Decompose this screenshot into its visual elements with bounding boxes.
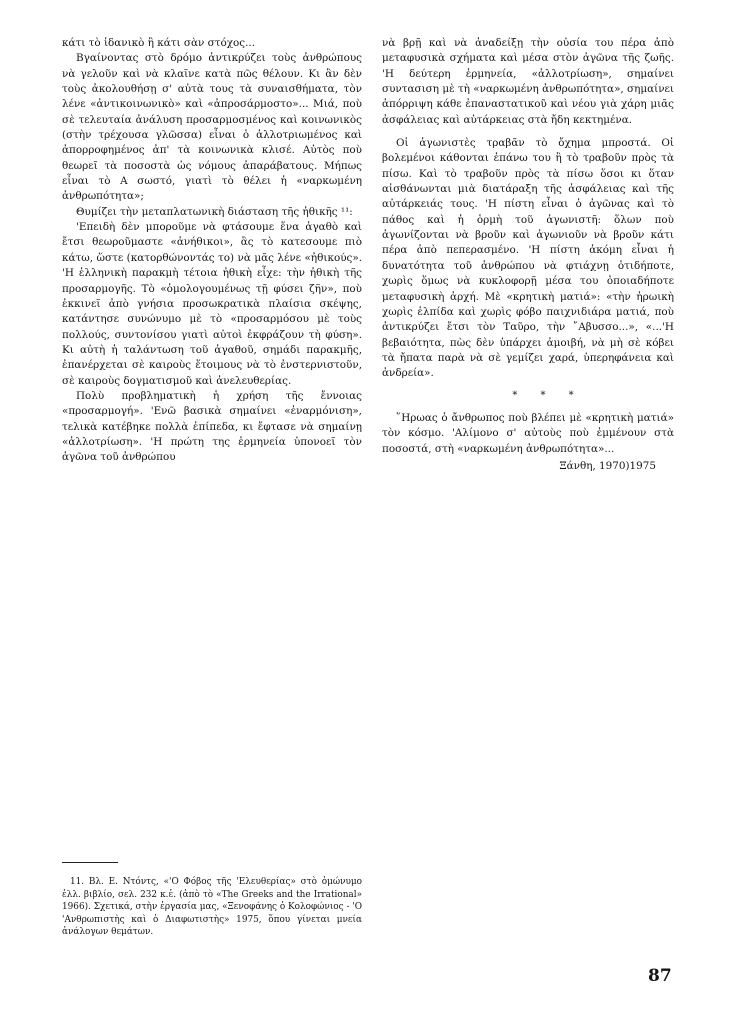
paragraph-ethics-quote: 'Επειδὴ δὲν μποροῦμε νὰ φτάσουμε ἕνα ἀγαθὸ καὶ ἔτσι θεωροῦμαστε «ἀνήθικοι», ἂς τὸ κατεσουμε πιὸ κάτω, ὥστε (κατορθώνοντάς το) νὰ μᾶς λένε «ἠθικούς». 'Η ἑλληνικὴ παρακμὴ τέτοια ἠθικὴ εἶχε: τὴν ἠθικὴ τῆς προσαρμογῆς. Τὸ «ὁμολογουμένως τῇ φύσει ζῆν», ποὺ ἐκκινεῖ ἀπὸ γνήσια προσωκρατικὰ πλαίσια σκέψης, κατάντησε συνώνυμο μὲ τὸ «προσαρμόσου μὲ τοὺς πολλούς, συντονίσου γιατὶ αὐτοὶ ἐκφράζουν τὴ φύση». Κι αὐτὴ ἡ ταλάντωση τοῦ ἀγαθοῦ, σημάδι παρακμῆς, ἐπανέρχεται σὲ καιροὺς ἕτοιμους νὰ τὸ ἐνστερνιστοῦν, σὲ καιροὺς δογματισμοῦ καὶ ἀνελευθερίας. [62, 221, 362, 387]
paragraph-ethics-intro: Θυμίζει τὴν μεταπλατωνικὴ διάσταση τῆς ἠθικῆς ¹¹: [76, 205, 353, 218]
paragraph-fighters: Οἱ ἀγωνιστὲς τραβᾶν τὸ ὄχημα μπροστά. Οἱ βολεμένοι κάθονται ἐπάνω του ἢ τὸ τραβοῦν πρὸς τὰ πίσω. Καὶ τὸ τραβοῦν πρὸς τὰ πίσω ὅσοι κι ὅταν αἰσθάνωνται μιὰ διατάραξη τῆς ἀσφάλειας καὶ τῆς αὐτάρκειάς τους. 'Η πίστη εἶναι ὁ ἀγῶνας καὶ τὸ πάθος καὶ ἡ ὁρμὴ τοῦ ἀγωνιστῆ: ὅλων ποὺ ἀγωνίζονται νὰ βροῦν καὶ ἀγωνιοῦν νὰ βροῦν κάτι πέρα ἀπὸ πεπερασμένο. 'Η πίστη ἀκόμη εἶναι ἡ δυνατότητα τοῦ ἀνθρώπου νὰ φτιάχνῃ ὁτιδήποτε, χωρὶς ὅμως νὰ κυκλοφορῇ μέσα του ὁποιαδήποτε μεταφυσικὴ ἀρχή. Μὲ «κρητικὴ ματιά»: «τὴν ἡρωικὴ χωρὶς ἐλπίδα καὶ χωρὶς φόβο παιχνιδιάρα ματιά, ποὺ ἀντικρύζει ἔτσι τὸν Ταῦρο, τὴν ῎Αβυσσο...», «...'Η βεβαιότητα, πὼς δὲν ὑπάρχει ἀμοιβή, νὰ μὴ σὲ κόβει τὰ ἤπατα παρὰ νὰ σὲ γεμίζει χαρά, ὑπερηφάνεια καὶ ἀνδρεία». [382, 137, 674, 380]
paragraph-adaptation: Πολὺ προβληματικὴ ἡ χρήση τῆς ἔννοιας «προσαρμογή». 'Ενῶ βασικὰ σημαίνει «ἐναρμόνιση», τελικὰ κατέβηκε πολλὰ ἐπίπεδα, κι ἔφτασε νὰ σημαίνῃ «ἀλλοτρίωση». 'Η πρώτη της ἑρμηνεία ὑπονοεῖ τὸν ἀγῶνα τοῦ ἀνθρώπου [62, 389, 362, 464]
paragraph-continued: νὰ βρῇ καὶ νὰ ἀναδείξῃ τὴν οὐσία του πέρα ἀπὸ μεταφυσικὰ σχήματα καὶ μέσα στὸν ἀγῶνα τῆς ζωῆς. 'Η δεύτερη ἑρμηνεία, «ἀλλοτρίωση», σημαίνει συντασιση μὲ τὴ «ναρκωμένη ἀνθρωπότητα», σημαίνει ἀπόρριψη κάθε ἐπαναστατικοῦ καὶ νέου γιὰ χάρη μιᾶς ἀσφάλειας καὶ αὐτάρκειας στὰ ἤδη κεκτημένα. [382, 37, 674, 126]
place-date-signature: Ξάνθη, 1970)1975 [559, 459, 656, 472]
left-column [62, 36, 362, 466]
paragraph-continuation: κάτι τὸ ἰδανικὸ ἢ κάτι σὰν στόχος... [62, 37, 256, 49]
paragraph-hero: ῞Ηρωας ὁ ἄνθρωπος ποὺ βλέπει μὲ «κρητικὴ ματιά» τὸν κόσμο. 'Αλίμονο σ' αὐτοὺς ποὺ ἐμμένουν στὰ ποσοστά, στὴ «ναρκωμένη ἀνθρωπότητα»... [382, 411, 674, 455]
paragraph-street: Βγαίνοντας στὸ δρόμο ἀντικρύζει τοὺς ἀνθρώπους νὰ γελοῦν καὶ νὰ κλαῖνε κατὰ πῶς θέλουν. Κι ἂν δὲν τοὺς ἀκολουθήσῃ σ' αὐτὰ τους τὰ συναισθήματα, τὸν λένε «ἀντικοινωνικὸ» καὶ «ἀπροσάρμοστο»... Μιά, ποὺ σὲ τελευταία ἀνάλυση προσαρμοσμένος καὶ κοινωνικὸς (στὴν τρέχουσα γλῶσσα) εἶναι ὁ ἀλλοτριωμένος καὶ ἀπορροφημένος ἀπ' τὰ κοινωνικὰ κλισέ. Αὐτὸς ποὺ θεωρεῖ τὰ ποσοστὰ ὡς νόμους ἀπαράβατους. Μήπως εἶναι τὸ Α σωστό, γιατὶ τὸ θέλει ἡ «ναρκωμένη ἀνθρωπότητα»; [62, 52, 362, 203]
footnote [62, 876, 362, 939]
page-number: 87 [648, 966, 672, 986]
footnote-text: 11. Βλ. Ε. Ντόντς, «'Ο Φόβος τῆς 'Ελευθερίας» στὸ ὁμώνυμο ἑλλ. βιβλίο, σελ. 232 κ.ἑ. (ἀπὸ τὸ «The Greeks and the Irrational» 1966). Σχετικά, στὴν ἐργασία μας, «Ξενοφάνης ὁ Κολοφώνιος - 'Ο 'Ανθρωπιστὴς καὶ ὁ Διαφωτιστὴς» 1975, ὅπου γίνεται μνεία ἀνάλογων θεμάτων. [62, 877, 362, 938]
paragraph-gap [382, 128, 674, 136]
section-separator: * * * [512, 389, 584, 401]
right-column [382, 36, 674, 474]
footnote-rule [62, 862, 118, 863]
